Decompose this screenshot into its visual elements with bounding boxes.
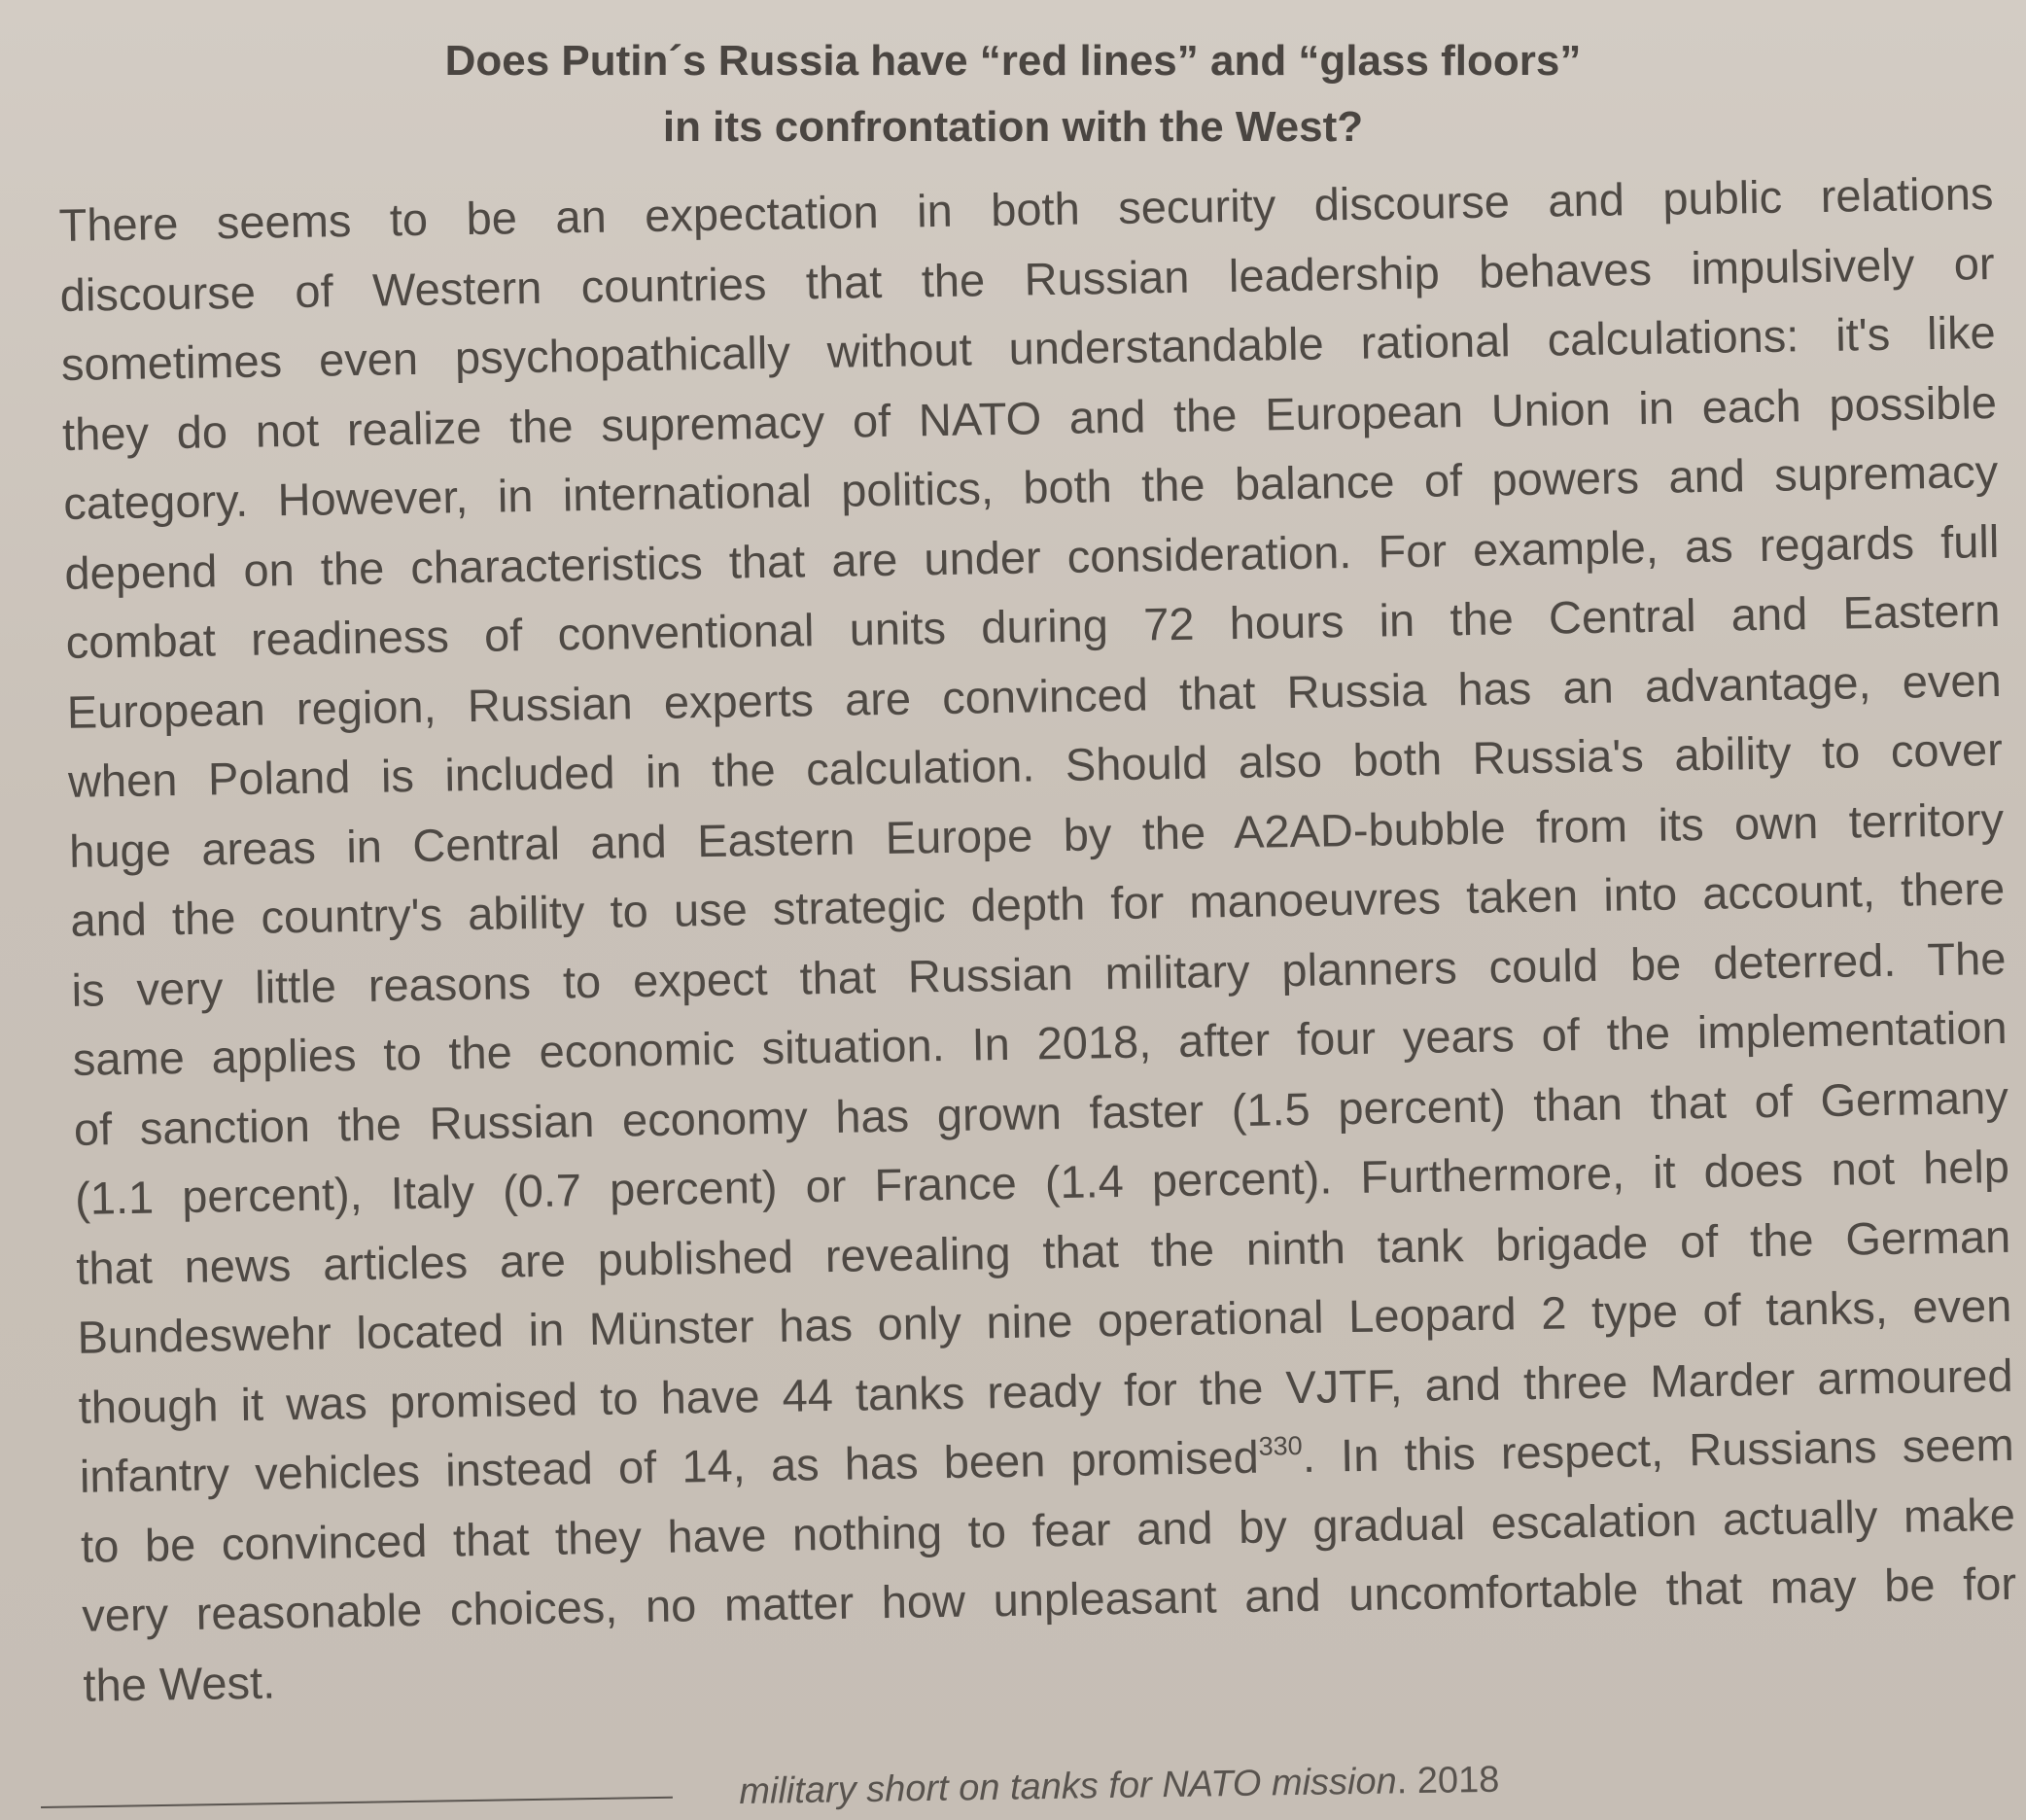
body-line: discourse of Western countries that the Russian leadership behaves impulsively or xyxy=(59,236,1995,321)
body-line: that news articles are published revealing that the ninth tank brigade of the German xyxy=(75,1209,2011,1294)
body-line: is very little reasons to expect that Russian military planners could be deterred. The xyxy=(71,931,2007,1016)
body-line: and the country's ability to use strategic depth for manoeuvres taken into account, there xyxy=(70,861,2006,946)
body-line: There seems to be an expectation in both security discourse and public relations xyxy=(58,167,1994,251)
body-line: same applies to the economic situation. In 2018, after four years of the implementation xyxy=(72,1000,2008,1085)
footnote-divider xyxy=(41,1797,673,1808)
body-line: though it was promised to have 44 tanks ready for the VJTF, and three Marder armoured xyxy=(78,1348,2013,1433)
body-line-last: the West. xyxy=(83,1656,276,1711)
body-line: to be convinced that they have nothing to fear and by gradual escalation actually make xyxy=(80,1488,2016,1572)
body-line: European region, Russian experts are convinced that Russia has an advantage, even xyxy=(66,653,2003,738)
body-line: sometimes even psychopathically without understandable rational calculations: it's like xyxy=(60,305,1997,390)
body-paragraph xyxy=(58,158,2018,1720)
body-line-part: . In this respect, Russians seem xyxy=(1302,1418,2015,1482)
body-line: huge areas in Central and Eastern Europe by the A2AD-bubble from its own territory xyxy=(68,792,2005,877)
heading-line-2: in its confrontation with the West? xyxy=(662,103,1364,151)
heading-line-1: Does Putin´s Russia have “red lines” and “glass floors” xyxy=(444,37,1582,85)
body-line: combat readiness of conventional units during 72 hours in the Central and Eastern xyxy=(65,583,2001,668)
body-line: very reasonable choices, no matter how unpleasant and uncomfortable that may be for xyxy=(81,1557,2017,1641)
footnote-reference: 330 xyxy=(1258,1430,1303,1461)
body-line: they do not realize the supremacy of NATO and the European Union in each possible xyxy=(61,375,1998,460)
body-line-part: infantry vehicles instead of 14, as has been promised xyxy=(79,1430,1260,1502)
body-line: (1.1 percent), Italy (0.7 percent) or France (1.4 percent). Furthermore, it does not help xyxy=(74,1139,2010,1224)
footnote-rest: . 2018 xyxy=(1396,1759,1500,1802)
body-line: Bundeswehr located in Münster has only nine operational Leopard 2 type of tanks, even xyxy=(77,1278,2012,1363)
footnote xyxy=(739,1760,1500,1813)
body-line: of sanction the Russian economy has grown faster (1.5 percent) than that of Germany xyxy=(73,1070,2009,1155)
footnote-italic-text: military short on tanks for NATO mission xyxy=(739,1761,1398,1812)
body-line: depend on the characteristics that are under consideration. For example, as regards full xyxy=(64,514,2000,599)
body-line: category. However, in international politics, both the balance of powers and supremacy xyxy=(62,444,1999,529)
body-line: when Poland is included in the calculation. Should also both Russia's ability to cover xyxy=(67,722,2004,807)
